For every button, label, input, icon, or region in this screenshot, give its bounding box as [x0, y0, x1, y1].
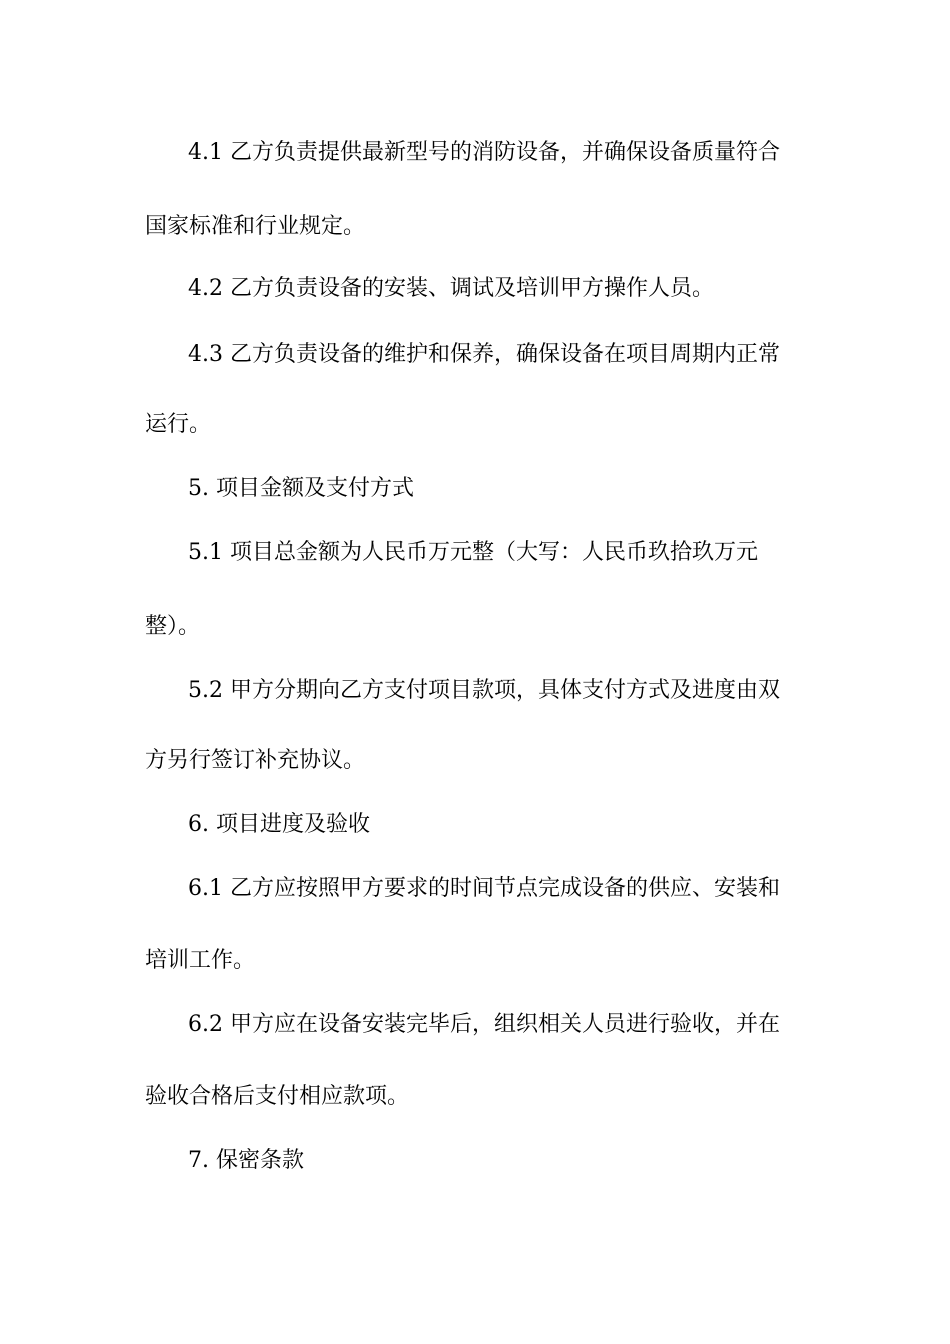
section-6-heading: 6. 项目进度及验收: [188, 812, 370, 837]
clause-6-1-line-2: 培训工作。: [145, 948, 256, 973]
clause-4-2-line-1: 4.2 乙方负责设备的安装、调试及培训甲方操作人员。: [188, 276, 714, 301]
clause-5-1-line-2: 整）。: [145, 614, 201, 639]
clause-4-1-line-2: 国家标准和行业规定。: [145, 214, 366, 239]
clause-4-1-line-1: 4.1 乙方负责提供最新型号的消防设备，并确保设备质量符合: [188, 140, 780, 165]
clause-6-2-line-1: 6.2 甲方应在设备安装完毕后，组织相关人员进行验收，并在: [188, 1012, 780, 1037]
clause-4-3-line-1: 4.3 乙方负责设备的维护和保养，确保设备在项目周期内正常: [188, 342, 780, 367]
clause-6-2-line-2: 验收合格后支付相应款项。: [145, 1084, 410, 1109]
clause-5-1-line-1: 5.1 项目总金额为人民币万元整（大写：人民币玖拾玖万元: [188, 540, 758, 565]
clause-5-2-line-2: 方另行签订补充协议。: [145, 748, 366, 773]
section-7-heading: 7. 保密条款: [188, 1148, 304, 1173]
clause-6-1-line-1: 6.1 乙方应按照甲方要求的时间节点完成设备的供应、安装和: [188, 876, 780, 901]
section-5-heading: 5. 项目金额及支付方式: [188, 476, 414, 501]
clause-4-3-line-2: 运行。: [145, 412, 212, 437]
clause-5-2-line-1: 5.2 甲方分期向乙方支付项目款项，具体支付方式及进度由双: [188, 678, 780, 703]
